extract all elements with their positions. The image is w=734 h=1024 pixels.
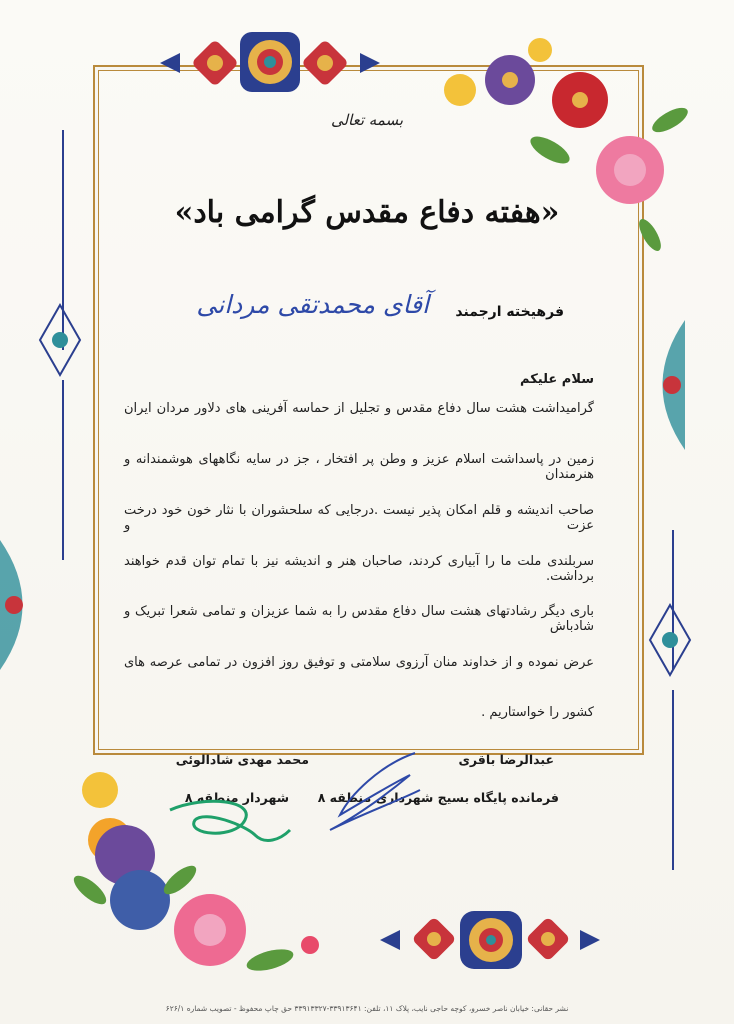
body-line: باری دیگر رشادتهای هشت سال دفاع مقدس را به شما عزیزان و تمامی شعرا تبریک و شادباش [124, 604, 594, 634]
right-side-ornament [640, 600, 700, 680]
right-tile-edge-ornament [640, 320, 685, 450]
publisher-footer: نشر حقانی: خیابان ناصر خسرو، کوچه حاجی نایب، پلاک ۱۱، تلفن: ۳۳۹۱۳۶۴۱-۳۳۹۱۳۳۲۷ حق چاپ محفوظ - تصویب شماره ۶۲۶/۱ [165, 1004, 569, 1013]
recipient-salutation: فرهیخته ارجمند [455, 304, 564, 320]
top-tile-ornament [150, 28, 390, 98]
signer-right-name: عبدالرضا باقری [458, 752, 554, 767]
certificate-title: «هفته دفاع مقدس گرامی باد» [174, 195, 560, 230]
signature-blue-scribble [320, 745, 430, 835]
greeting-text: سلام علیکم [520, 372, 594, 387]
bottom-tile-ornament [360, 905, 620, 975]
body-line: عرض نموده و از خداوند منان آرزوی سلامتی و توفیق روز افزون در تمامی عرصه های [124, 655, 594, 670]
signer-right-title: فرمانده پایگاه بسیج شهرداری منطقه ۸ [317, 790, 559, 805]
left-side-ornament [30, 300, 90, 380]
left-border-line-lower [62, 380, 64, 560]
body-line: سربلندی ملت ما را آبیاری کردند، صاحبان هنر و اندیشه نیز با تمام توان قدم خواهند برداشت. [124, 554, 594, 584]
invocation-text: بسمه تعالی [330, 111, 404, 129]
body-line: کشور را خواستاریم . [481, 705, 594, 720]
body-line: صاحب اندیشه و قلم امکان پذیر نیست .درجایی که سلحشوران با نثار خون خود درخت عزت و [124, 503, 594, 533]
signer-left-name: محمد مهدی شادالوئی [175, 752, 309, 767]
recipient-name-handwritten: آقای محمدتقی مردانی [196, 290, 429, 319]
body-line: زمین در پاسداشت اسلام عزیز و وطن پر افتخار ، جز در سایه نگاههای هوشمندانه و هنرمندان [124, 452, 594, 482]
body-line: گرامیداشت هشت سال دفاع مقدس و تجلیل از حماسه آفرینی های دلاور مردان ایران [124, 401, 594, 416]
signer-left-title: شهردار منطقه ۸ [184, 790, 289, 805]
right-border-line-lower [672, 690, 674, 870]
left-tile-edge-ornament [0, 540, 50, 670]
signature-green-scribble [165, 790, 295, 855]
